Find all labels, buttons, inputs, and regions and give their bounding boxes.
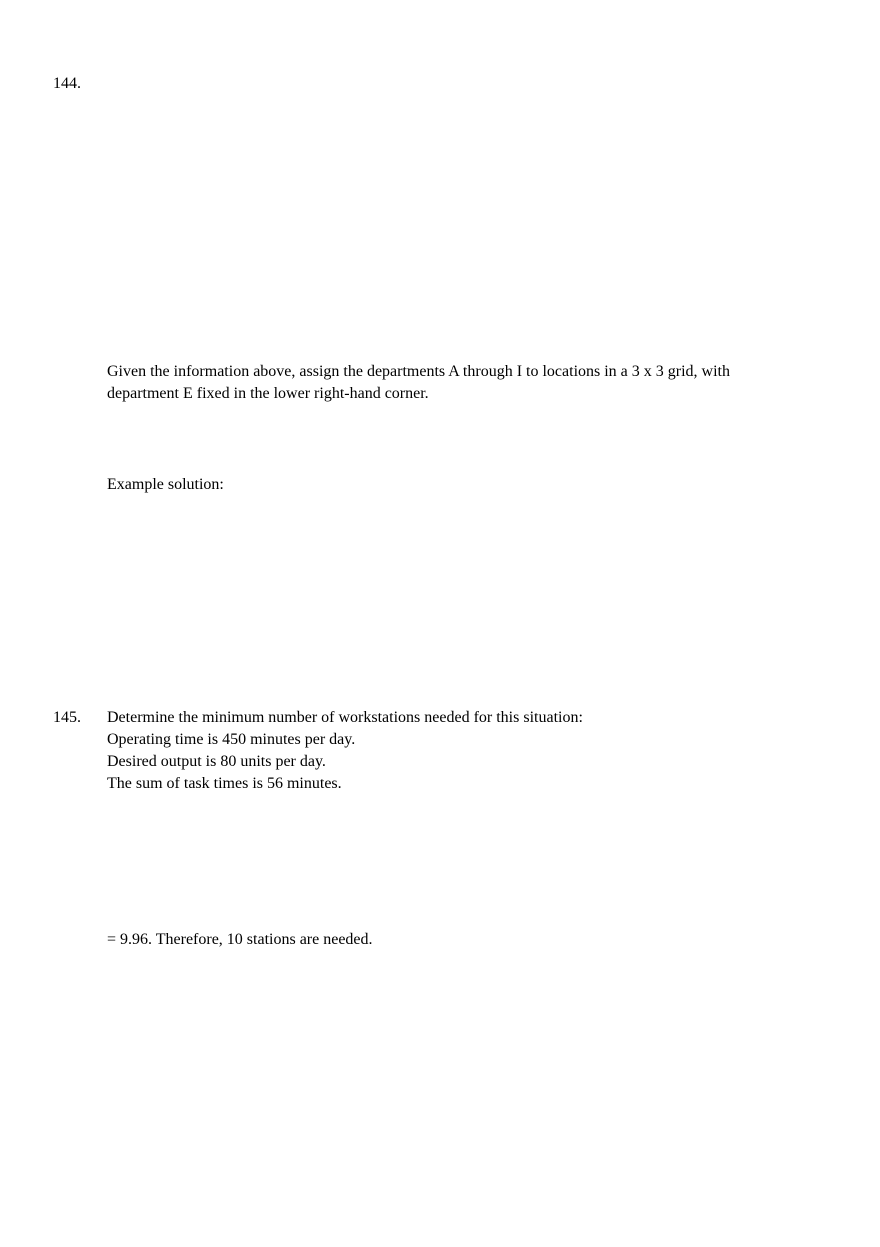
question-144-line-2: department E fixed in the lower right-hand corner. xyxy=(107,385,429,402)
question-145-line-4: The sum of task times is 56 minutes. xyxy=(107,775,342,792)
question-145-text xyxy=(107,707,807,795)
question-145-number: 145. xyxy=(53,709,81,726)
question-144-line-1: Given the information above, assign the departments A through I to locations in a 3 x 3 grid, with xyxy=(107,363,730,380)
question-144-number: 144. xyxy=(53,75,81,92)
question-145-line-1: Determine the minimum number of workstations needed for this situation: xyxy=(107,709,583,726)
question-145-line-2: Operating time is 450 minutes per day. xyxy=(107,731,356,748)
question-145-answer: = 9.96. Therefore, 10 stations are needed. xyxy=(107,931,373,948)
question-144-text xyxy=(107,361,807,405)
question-144-answer-label: Example solution: xyxy=(107,476,224,493)
question-145-line-3: Desired output is 80 units per day. xyxy=(107,753,326,770)
